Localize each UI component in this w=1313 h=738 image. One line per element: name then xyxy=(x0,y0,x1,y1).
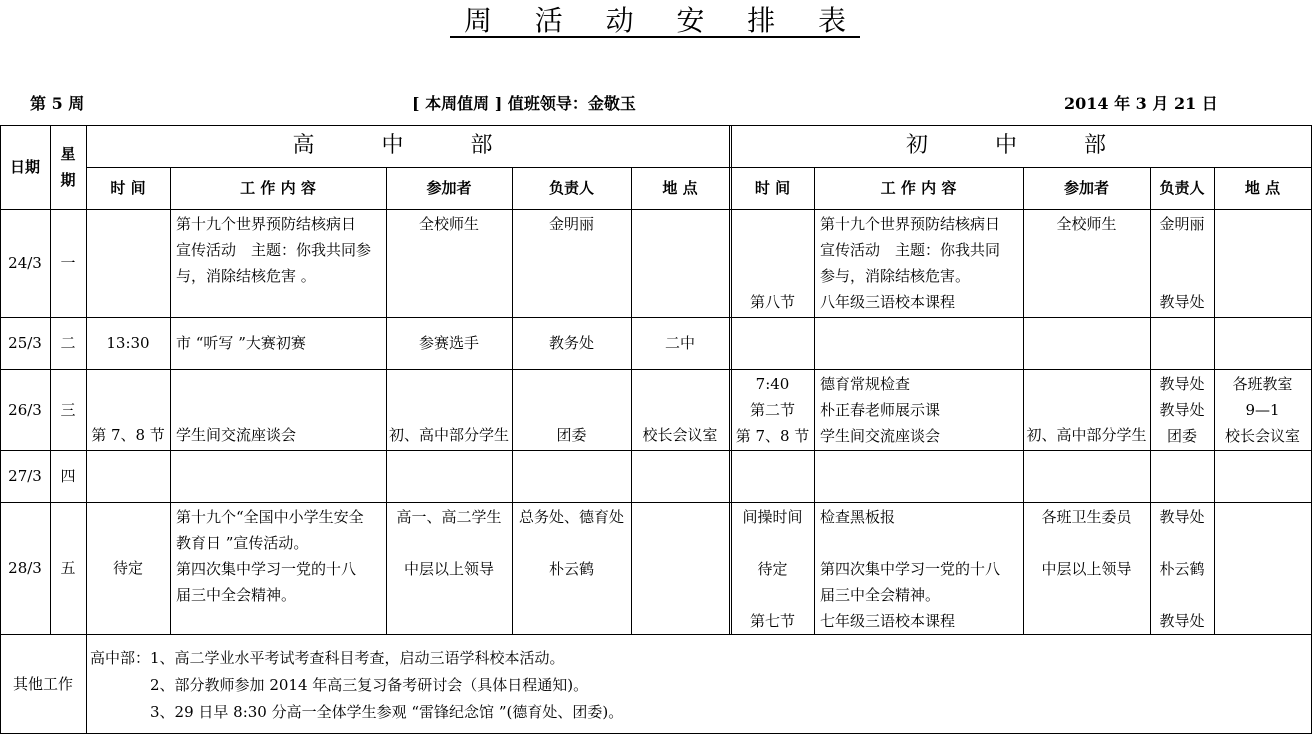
row-date: 26/3 xyxy=(8,400,42,419)
hs-owner-line: 总务处、德育处 xyxy=(518,508,624,526)
ms-participants xyxy=(1023,450,1150,502)
row-date: 24/3 xyxy=(8,254,42,272)
ms-time-line: 间操时间 xyxy=(742,508,803,526)
hs-participants xyxy=(386,502,512,634)
hs-time xyxy=(86,450,170,502)
ms-time-line: 第 7、8 节 xyxy=(735,427,810,445)
ms-owner-line: 教导处 xyxy=(1159,508,1205,526)
ms-participants: 初、高中部分学生 xyxy=(1026,426,1147,444)
title-char: 动 xyxy=(605,4,634,37)
ms-content-line: 届三中全会精神。 xyxy=(820,586,941,604)
hs-participants: 全校师生 xyxy=(418,215,479,233)
other-work-label: 其他工作 xyxy=(12,675,73,693)
row-date: 28/3 xyxy=(8,559,42,577)
ms-content xyxy=(814,369,1023,450)
hs-content-line: 学生间交流座谈会 xyxy=(176,426,297,444)
grid-line xyxy=(0,634,1312,635)
ms-owner-line: 团委 xyxy=(1166,427,1197,445)
ms-owner-line: 金明丽 xyxy=(1159,215,1205,233)
hs-place: 校长会议室 xyxy=(642,426,718,444)
ms-owner-line xyxy=(1180,330,1185,356)
ms-content-line xyxy=(820,530,825,556)
other-work-lines xyxy=(90,645,623,726)
other-work-line: 2、部分教师参加 2014 年高三复习备考研讨会（具体日程通知)。 xyxy=(90,676,589,694)
ms-content xyxy=(814,209,1023,317)
hs-place xyxy=(631,209,729,317)
hs-content-line: 第十九个“全国中小学生安全 xyxy=(176,508,364,526)
page-title xyxy=(450,4,860,38)
ms-content xyxy=(814,450,1023,502)
ms-place xyxy=(1214,317,1311,369)
hs-content-line: 宣传活动 主题：你我共同参 xyxy=(176,241,372,259)
hs-owner: 金明丽 xyxy=(548,215,594,233)
hs-place: 二中 xyxy=(664,334,695,352)
hs-owner-header: 负责人 xyxy=(548,179,594,197)
ms-time-line xyxy=(770,582,775,608)
ms-time-line xyxy=(770,330,775,356)
row-weekday: 一 xyxy=(60,254,76,272)
ms-owner xyxy=(1150,209,1214,317)
hs-content-line: 市 “听写 ”大赛初赛 xyxy=(176,334,306,352)
ms-place xyxy=(1214,450,1311,502)
duty-label: [ 本周值周 ] 值班领导：金敬玉 xyxy=(412,94,636,113)
ms-owner-line xyxy=(1180,530,1185,556)
hs-participants-line xyxy=(447,530,452,556)
ms-content-line: 学生间交流座谈会 xyxy=(820,427,941,445)
ms-time xyxy=(731,317,814,369)
hs-participants-header: 参加者 xyxy=(426,179,472,197)
ms-content-line: 八年级三语校本课程 xyxy=(820,293,956,311)
ms-owner xyxy=(1150,317,1214,369)
ms-owner-line xyxy=(1180,463,1185,489)
grid-line xyxy=(86,634,87,734)
ms-participants-line: 各班卫生委员 xyxy=(1041,508,1132,526)
ms-owner-line xyxy=(1180,582,1185,608)
grid-line xyxy=(729,125,730,634)
ms-owner-line: 朴云鹤 xyxy=(1159,560,1205,578)
ms-participants-line: 中层以上领导 xyxy=(1041,560,1132,578)
ms-participants-header: 参加者 xyxy=(1063,179,1109,197)
hs-time: 13:30 xyxy=(106,334,150,352)
ms-content-line: 第四次集中学习一党的十八 xyxy=(820,560,1001,578)
hs-content-line xyxy=(176,463,181,489)
ms-content-line: 参与，消除结核危害。 xyxy=(820,267,971,285)
ms-owner-line: 教导处 xyxy=(1159,293,1205,311)
ms-place xyxy=(1214,369,1311,450)
hs-content-line: 教育日 ”宣传活动。 xyxy=(176,534,309,552)
ms-place xyxy=(1214,502,1311,634)
ms-content xyxy=(814,502,1023,634)
row-weekday: 四 xyxy=(60,467,76,485)
ms-owner-line: 教导处 xyxy=(1159,375,1205,393)
schedule-table xyxy=(0,125,1311,734)
hs-content-line: 第十九个世界预防结核病日 xyxy=(176,215,357,233)
ms-owner-header: 负责人 xyxy=(1159,179,1205,197)
ms-time-line xyxy=(770,211,775,237)
ms-content-line: 检查黑板报 xyxy=(820,508,896,526)
ms-content-line xyxy=(820,330,825,356)
other-work-line: 高中部：1、高二学业水平考试考查科目考查，启动三语学科校本活动。 xyxy=(90,649,565,667)
hs-content xyxy=(170,317,386,369)
hs-time-header: 时 间 xyxy=(110,179,146,197)
title-char: 排 xyxy=(747,4,776,37)
ms-time-line xyxy=(770,530,775,556)
hs-place xyxy=(631,502,729,634)
ms-owner xyxy=(1150,502,1214,634)
row-date: 25/3 xyxy=(8,334,42,352)
row-weekday: 五 xyxy=(60,559,76,577)
title-char: 活 xyxy=(534,4,563,37)
ms-time-header: 时 间 xyxy=(754,179,791,197)
ms-owner xyxy=(1150,450,1214,502)
high-school-header: 高 中 部 xyxy=(292,133,523,158)
ms-content-line: 第十九个世界预防结核病日 xyxy=(820,215,1001,233)
ms-owner xyxy=(1150,369,1214,450)
hs-content xyxy=(170,502,386,634)
row-date: 27/3 xyxy=(8,467,42,485)
ms-owner-line: 教导处 xyxy=(1159,612,1205,630)
hs-content xyxy=(170,450,386,502)
ms-time-line xyxy=(770,463,775,489)
hs-participants: 参赛选手 xyxy=(418,334,479,352)
ms-place-header: 地 点 xyxy=(1244,179,1281,197)
date-label: 2014 年 3 月 21 日 xyxy=(1064,94,1218,113)
ms-content-line: 宣传活动 主题：你我共同 xyxy=(820,241,1001,259)
hs-content xyxy=(170,369,386,450)
weekday-header-line: 星 xyxy=(60,145,76,163)
ms-place-line: 各班教室 xyxy=(1232,375,1293,393)
ms-time xyxy=(731,450,814,502)
ms-content-line: 德育常规检查 xyxy=(820,375,911,393)
hs-owner-line xyxy=(569,530,574,556)
ms-owner-line xyxy=(1180,237,1185,263)
ms-participants xyxy=(1023,317,1150,369)
hs-place xyxy=(631,450,729,502)
hs-content-line: 第四次集中学习一党的十八 xyxy=(176,560,357,578)
ms-time-line xyxy=(770,263,775,289)
ms-participants-line xyxy=(1084,530,1089,556)
ms-participants: 全校师生 xyxy=(1056,215,1117,233)
ms-time xyxy=(731,369,814,450)
date-header: 日期 xyxy=(9,158,40,176)
grid-line xyxy=(1311,125,1312,734)
ms-time-line: 第二节 xyxy=(749,401,795,419)
ms-time-line: 第七节 xyxy=(749,612,795,630)
ms-content-line xyxy=(820,463,825,489)
weekday-header-line: 期 xyxy=(60,171,76,189)
weekday-header xyxy=(50,125,86,209)
ms-time-line: 第八节 xyxy=(749,293,795,311)
hs-place-header: 地 点 xyxy=(662,179,698,197)
week-label: 第 5 周 xyxy=(30,94,85,113)
hs-owner: 教务处 xyxy=(548,334,594,352)
ms-participants xyxy=(1023,502,1150,634)
hs-participants-line: 高一、高二学生 xyxy=(396,508,502,526)
hs-content xyxy=(170,209,386,317)
ms-place-line: 校长会议室 xyxy=(1224,427,1300,445)
other-work-line: 3、29 日早 8:30 分高一全体学生参观 “雷锋纪念馆 ”(德育处、团委)。 xyxy=(90,703,624,721)
hs-participants: 初、高中部分学生 xyxy=(388,426,509,444)
hs-content-header: 工 作 内 容 xyxy=(240,179,316,197)
row-weekday: 二 xyxy=(60,334,76,352)
ms-content-line: 朴正春老师展示课 xyxy=(820,401,941,419)
ms-place-line: 9—1 xyxy=(1245,401,1280,419)
row-weekday: 三 xyxy=(60,400,76,419)
middle-school-header: 初 中 部 xyxy=(906,133,1136,158)
ms-owner-line xyxy=(1180,263,1185,289)
hs-owner xyxy=(512,450,631,502)
hs-time xyxy=(86,209,170,317)
hs-owner-line: 朴云鹤 xyxy=(548,560,594,578)
ms-time-line: 待定 xyxy=(757,560,788,578)
hs-owner: 团委 xyxy=(556,426,587,444)
hs-participants-line: 中层以上领导 xyxy=(403,560,494,578)
hs-participants xyxy=(386,450,512,502)
hs-time: 第 7、8 节 xyxy=(91,426,165,444)
title-char: 周 xyxy=(464,4,493,37)
ms-place xyxy=(1214,209,1311,317)
ms-content-line: 七年级三语校本课程 xyxy=(820,612,956,630)
hs-owner xyxy=(512,502,631,634)
hs-content-line: 届三中全会精神。 xyxy=(176,586,297,604)
ms-time xyxy=(731,502,814,634)
ms-content xyxy=(814,317,1023,369)
title-char: 表 xyxy=(817,4,846,37)
ms-content-header: 工 作 内 容 xyxy=(880,179,957,197)
hs-content-line: 与，消除结核危害 。 xyxy=(176,267,316,285)
ms-owner-line: 教导处 xyxy=(1159,401,1205,419)
title-char: 安 xyxy=(676,4,705,37)
grid-line xyxy=(0,733,1312,734)
ms-time xyxy=(731,209,814,317)
ms-time-line: 7:40 xyxy=(755,375,790,393)
hs-time: 待定 xyxy=(112,559,143,577)
ms-time-line xyxy=(770,237,775,263)
